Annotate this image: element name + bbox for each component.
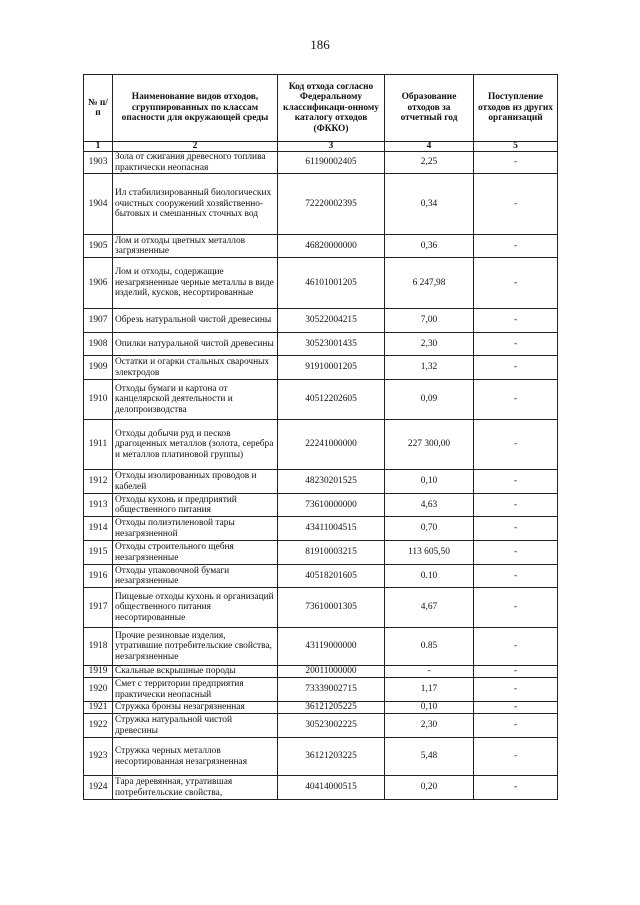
row-num: 1903: [84, 152, 113, 174]
column-number: 5: [474, 142, 558, 152]
row-amount: 0,10: [385, 470, 474, 494]
row-name: Смет с территории предприятия практически неопасный: [113, 678, 278, 702]
row-received: -: [474, 666, 558, 678]
header-row: [84, 75, 558, 142]
row-name: Скальные вскрышные породы: [113, 666, 278, 678]
row-name: Пищевые отходы кухонь и организаций общественного питания несортированные: [113, 588, 278, 628]
row-code: 40512202605: [278, 380, 385, 420]
row-received: -: [474, 776, 558, 800]
row-amount: 113 605,50: [385, 541, 474, 565]
row-received: -: [474, 517, 558, 541]
table-body: [84, 152, 558, 800]
row-name: Лом и отходы цветных металлов загрязненные: [113, 235, 278, 258]
row-name: Отходы кухонь и предприятий общественного питания: [113, 494, 278, 517]
row-num: 1910: [84, 380, 113, 420]
row-num: 1907: [84, 309, 113, 333]
row-amount: 0,34: [385, 174, 474, 235]
row-received: -: [474, 588, 558, 628]
table-row: [84, 152, 558, 174]
row-received: -: [474, 174, 558, 235]
row-num: 1917: [84, 588, 113, 628]
row-name: Обрезь натуральной чистой древесины: [113, 309, 278, 333]
header-received: Поступление отходов из других организаций: [474, 75, 558, 142]
row-name: Отходы строительного щебня незагрязненные: [113, 541, 278, 565]
row-received: -: [474, 541, 558, 565]
header-code: Код отхода согласно Федеральному классификаци-онному каталогу отходов (ФККО): [278, 75, 385, 142]
row-num: 1912: [84, 470, 113, 494]
row-num: 1921: [84, 702, 113, 714]
row-name: Отходы полиэтиленовой тары незагрязненной: [113, 517, 278, 541]
row-name: Лом и отходы, содержащие незагрязненные черные металлы в виде изделий, кусков, несортированные: [113, 258, 278, 309]
row-name: Опилки натуральной чистой древесины: [113, 333, 278, 356]
row-received: -: [474, 470, 558, 494]
row-code: 48230201525: [278, 470, 385, 494]
table-row: [84, 309, 558, 333]
row-received: -: [474, 356, 558, 380]
row-amount: 2,25: [385, 152, 474, 174]
row-received: -: [474, 152, 558, 174]
row-received: -: [474, 628, 558, 666]
row-name: Прочие резиновые изделия, утратившие потребительские свойства, незагрязненные: [113, 628, 278, 666]
table-row: [84, 494, 558, 517]
row-num: 1922: [84, 714, 113, 738]
row-code: 30523001435: [278, 333, 385, 356]
row-received: -: [474, 702, 558, 714]
table-row: [84, 666, 558, 678]
row-name: Стружка бронзы незагрязненная: [113, 702, 278, 714]
row-num: 1911: [84, 420, 113, 470]
row-amount: 6 247,98: [385, 258, 474, 309]
row-amount: 2,30: [385, 333, 474, 356]
table-row: [84, 678, 558, 702]
row-num: 1913: [84, 494, 113, 517]
row-num: 1918: [84, 628, 113, 666]
row-name: Стружка черных металлов несортированная незагрязненная: [113, 738, 278, 776]
row-amount: 0,20: [385, 776, 474, 800]
row-code: 36121203225: [278, 738, 385, 776]
row-num: 1908: [84, 333, 113, 356]
row-amount: 1,17: [385, 678, 474, 702]
waste-table: [83, 74, 558, 800]
row-name: Отходы изолированных проводов и кабелей: [113, 470, 278, 494]
row-name: Зола от сжигания древесного топлива практически неопасная: [113, 152, 278, 174]
column-number-row: [84, 142, 558, 152]
table-row: [84, 356, 558, 380]
row-code: 72220002395: [278, 174, 385, 235]
table-row: [84, 738, 558, 776]
table-row: [84, 174, 558, 235]
row-amount: 0,70: [385, 517, 474, 541]
table-row: [84, 588, 558, 628]
row-code: 22241000000: [278, 420, 385, 470]
row-num: 1906: [84, 258, 113, 309]
column-number: 4: [385, 142, 474, 152]
row-code: 36121205225: [278, 702, 385, 714]
row-code: 73339002715: [278, 678, 385, 702]
row-amount: 0,10: [385, 702, 474, 714]
table-row: [84, 235, 558, 258]
column-number: 2: [113, 142, 278, 152]
row-code: 61190002405: [278, 152, 385, 174]
column-number: 1: [84, 142, 113, 152]
row-name: Ил стабилизированный биологических очистных сооружений хозяйственно-бытовых и смешанных сточных вод: [113, 174, 278, 235]
row-received: -: [474, 309, 558, 333]
row-num: 1915: [84, 541, 113, 565]
row-code: 30523002225: [278, 714, 385, 738]
row-num: 1904: [84, 174, 113, 235]
row-code: 46820000000: [278, 235, 385, 258]
header-name: Наименование видов отходов, сгруппированных по классам опасности для окружающей среды: [113, 75, 278, 142]
row-amount: 227 300,00: [385, 420, 474, 470]
row-received: -: [474, 565, 558, 588]
row-received: -: [474, 235, 558, 258]
row-num: 1909: [84, 356, 113, 380]
row-num: 1916: [84, 565, 113, 588]
row-received: -: [474, 714, 558, 738]
table-row: [84, 541, 558, 565]
table-row: [84, 333, 558, 356]
row-num: 1920: [84, 678, 113, 702]
row-code: 40518201605: [278, 565, 385, 588]
row-amount: 0.85: [385, 628, 474, 666]
row-name: Отходы добычи руд и песков драгоценных металлов (золота, серебра и металлов платиновой группы): [113, 420, 278, 470]
row-code: 20011000000: [278, 666, 385, 678]
table-row: [84, 380, 558, 420]
table-row: [84, 517, 558, 541]
row-received: -: [474, 333, 558, 356]
table-row: [84, 714, 558, 738]
row-code: 43411004515: [278, 517, 385, 541]
row-amount: 5,48: [385, 738, 474, 776]
row-code: 81910003215: [278, 541, 385, 565]
header-num: № п/п: [84, 75, 113, 142]
row-amount: 4,67: [385, 588, 474, 628]
row-code: 43119000000: [278, 628, 385, 666]
row-name: Отходы бумаги и картона от канцелярской деятельности и делопроизводства: [113, 380, 278, 420]
row-amount: 0,36: [385, 235, 474, 258]
row-name: Тара деревянная, утратившая потребительские свойства,: [113, 776, 278, 800]
table-row: [84, 628, 558, 666]
row-code: 30522004215: [278, 309, 385, 333]
table-row: [84, 258, 558, 309]
row-amount: -: [385, 666, 474, 678]
row-received: -: [474, 380, 558, 420]
row-num: 1905: [84, 235, 113, 258]
row-name: Отходы упаковочной бумаги незагрязненные: [113, 565, 278, 588]
table-row: [84, 565, 558, 588]
row-amount: 1,32: [385, 356, 474, 380]
row-name: Остатки и огарки стальных сварочных электродов: [113, 356, 278, 380]
row-amount: 4,63: [385, 494, 474, 517]
row-num: 1914: [84, 517, 113, 541]
row-code: 91910001205: [278, 356, 385, 380]
table-row: [84, 470, 558, 494]
row-amount: 2,30: [385, 714, 474, 738]
row-amount: 0,09: [385, 380, 474, 420]
row-num: 1923: [84, 738, 113, 776]
table-row: [84, 420, 558, 470]
row-amount: 0.10: [385, 565, 474, 588]
row-amount: 7,00: [385, 309, 474, 333]
column-number: 3: [278, 142, 385, 152]
row-received: -: [474, 494, 558, 517]
page-number: 186: [310, 37, 330, 52]
row-name: Стружка натуральной чистой древесины: [113, 714, 278, 738]
row-num: 1919: [84, 666, 113, 678]
header-amount: Образование отходов за отчетный год: [385, 75, 474, 142]
row-code: 73610000000: [278, 494, 385, 517]
row-received: -: [474, 258, 558, 309]
row-received: -: [474, 678, 558, 702]
row-code: 46101001205: [278, 258, 385, 309]
row-code: 73610001305: [278, 588, 385, 628]
row-received: -: [474, 738, 558, 776]
table-row: [84, 702, 558, 714]
table-row: [84, 776, 558, 800]
row-code: 40414000515: [278, 776, 385, 800]
row-num: 1924: [84, 776, 113, 800]
row-received: -: [474, 420, 558, 470]
